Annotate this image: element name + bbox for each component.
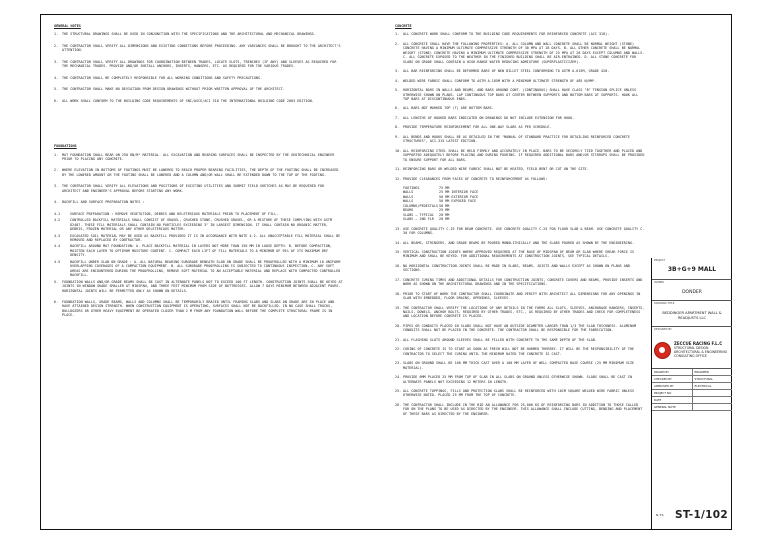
note-number: 4.3 bbox=[54, 233, 61, 238]
note-number: 15. bbox=[395, 249, 402, 254]
note-item bbox=[395, 79, 645, 83]
note-item bbox=[54, 168, 344, 177]
title-block-row bbox=[652, 404, 732, 411]
note-number: 12. bbox=[395, 176, 402, 181]
note-item bbox=[395, 69, 645, 73]
title-block-row bbox=[652, 376, 732, 383]
cover-element: WALLS bbox=[403, 190, 414, 195]
title-block-field: STRUCTURAL bbox=[694, 377, 713, 381]
title-block bbox=[651, 258, 732, 530]
title-block-field: DRAWN BY bbox=[652, 369, 693, 375]
cover-element: SLABS – TYPICAL bbox=[403, 212, 434, 217]
note-number: 1. bbox=[395, 32, 400, 37]
concrete-cover-table bbox=[395, 186, 645, 222]
sheet-id: ST-1/102 bbox=[675, 509, 728, 521]
note-item bbox=[54, 234, 344, 243]
note-text: ALL BENDS AND HOOKS SHALL BE AS DETAILED IN THE "MANUAL OF STANDARD PRACTICE FOR DETAILING REINFORCED CONCRETE STRUCTURES", ACI-315 LATEST EDITION. bbox=[403, 134, 630, 144]
note-item bbox=[54, 300, 344, 318]
cover-value: 25 MM INTERIOR FACE bbox=[439, 190, 479, 195]
note-text: ALL CONCRETE SHALL HAVE THE FOLLOWING PROPERTIES: A. ALL COLUMN AND WALL CONCRETE SHALL BE NORMAL WEIGHT (STONE) CONCRETE HAVING A MINIMUM ULTIMATE COMPRESSIVE STRENGTH OF 30 MPA AT 28 DAYS. B. ALL OTHER CONCRETE SHALL BE NORMAL WEIGHT (STONE) CONCRETE HAVING A MINIMUM ULTIMATE COMPRESSIVE STRENGTH OF 25 MPA AT 28 DAYS EXCEPT COLUMNS AND WALLS. C. ALL CONCRETE EXPOSED TO THE WEATHER IN THE FINISHED BUILDING SHALL BE AIR-ENTRAINED. D. ALL STONE CONCRETE FOR SLABS ON GRADE SHALL CONTAIN A HIGH-RANGE WATER REDUCING ADMIXTURE (SUPERPLASTICIZER). bbox=[403, 41, 645, 64]
note-number: 13. bbox=[395, 226, 402, 231]
note-item bbox=[395, 106, 645, 110]
note-text: SLABS ON GROUND SHALL BE 100 MM THICK CAST OVER A 100 MM LAYER OF WELL COMPACTED BASE COURSE (25 MM MINIMUM SIZE MATERIAL). bbox=[403, 361, 635, 370]
note-text: PRIOR TO START OF WORK THE CONTRACTOR SHALL COORDINATE AND VERIFY WITH ARCHITECT ALL DIMENSIONS FOR ANY OPENINGS IN SLAB WITH EMBEDDED, FLOOR DRAINS, OPENINGS, SLEEVES. bbox=[403, 291, 641, 301]
note-number: 3. bbox=[54, 184, 59, 189]
note-item bbox=[395, 177, 645, 181]
concrete-more-list bbox=[395, 227, 645, 417]
note-item bbox=[395, 250, 645, 259]
note-text: ALL BAR REINFORCING SHALL BE DEFORMED BARS OF NEW BILLET STEEL CONFORMING TO ASTM A-615M, GRADE 420. bbox=[403, 69, 610, 74]
title-block-row bbox=[652, 390, 732, 397]
note-item bbox=[395, 227, 645, 236]
note-number: 10. bbox=[395, 148, 402, 153]
note-number: 20. bbox=[395, 323, 402, 328]
note-number: 1. bbox=[54, 32, 59, 37]
note-item bbox=[54, 184, 344, 193]
note-text: ALL LENGTHS OF HOOKED BARS INDICATED ON DRAWINGS DO NOT INCLUDE EXTENSION FOR HOOK. bbox=[403, 115, 575, 120]
note-item bbox=[395, 338, 645, 342]
title-block-field bbox=[693, 404, 733, 410]
note-text: PIPES OR CONDUITS PLACED IN SLABS SHALL NOT HAVE AN OUTSIDE DIAMETER LARGER THAN 1/3 THE SLAB THICKNESS. ALUMINUM CONDUITS SHALL NOT BE PLACED IN THE CONCRETE. THE CONTRACTOR SHALL BE RESPONSIBLE FOR THE FABRICATION. bbox=[403, 323, 637, 333]
note-number: 17. bbox=[395, 277, 402, 282]
title-block-field: DATE bbox=[652, 397, 693, 403]
sheet-number-cell bbox=[652, 500, 732, 530]
general-notes-list bbox=[54, 32, 344, 103]
note-item bbox=[395, 32, 645, 36]
note-text: PROVIDE 6MM PLACED 25 MM FROM TOP OF SLAB IN ALL SLABS ON GROUND UNLESS OTHERWISE SHOWN. SLABS SHALL BE CAST IN ALTERNATE PANELS NOT EXCEEDING 12 METERS IN LENGTH. bbox=[403, 375, 633, 384]
note-item bbox=[395, 292, 645, 301]
foundations-list bbox=[54, 153, 344, 205]
note-number: 4. bbox=[54, 75, 59, 80]
owner-name: DONDER bbox=[682, 290, 702, 295]
cover-element: WALLS bbox=[403, 199, 414, 204]
note-item bbox=[54, 260, 344, 278]
note-text: THE CONTRACTOR SHALL VERIFY ALL DRAWINGS FOR COORDINATION BETWEEN TRADES, LOCATE SLOTS, TRENCHES (IF ANY) AND SLEEVES AS REQUIRED FOR THE MECHANICAL TRADES. PROVIDE AND/OR INSTALL ANCHORS, INSERTS, HANGERS, ETC. AS REQUIRED FOR THE VARIOUS TRADES. bbox=[62, 59, 337, 69]
note-number: 14. bbox=[395, 240, 402, 245]
note-number: 8. bbox=[395, 125, 400, 130]
note-text: BACKFILL AND SURFACE PREPARATION NOTES : bbox=[62, 200, 145, 205]
note-item bbox=[395, 149, 645, 162]
title-block-field: ELECTRICAL bbox=[694, 384, 712, 388]
note-number: 16. bbox=[395, 263, 402, 268]
title-block-row bbox=[652, 369, 732, 376]
note-item bbox=[395, 403, 645, 416]
note-item bbox=[54, 60, 344, 69]
note-item bbox=[54, 32, 344, 36]
note-item bbox=[395, 125, 645, 129]
note-text: ALL CONCRETE TOPPINGS, FILLS AND PROTECTION SLABS SHALL BE REINFORCED WITH 10CM SQUARE WELDED WIRE FABRIC UNLESS OTHERWISE NOTED. PLACED 25 MM FROM THE TOP OF CONCRETE. bbox=[403, 389, 635, 398]
firm-line: CONSULTING OFFICE bbox=[674, 354, 707, 359]
cover-element: SLABS – 2ND FLR bbox=[403, 217, 434, 222]
note-text: CONCRETE CURING TIMES AND ADDITIONAL DETAILS FOR CONSTRUCTION JOINTS, CONCRETE COVERS AND BEAMS, PROVIDE INSERTS AND WORK AS SHOWN ON THE ARCHITECTURAL DRAWINGS AND IN THE SPECIFICATIONS. bbox=[403, 277, 643, 287]
title-block-field: PROJECT NO bbox=[652, 390, 693, 396]
note-text: THE CONTRACTOR SHALL VERIFY ALL DIMENSIONS AND EXISTING CONDITIONS BEFORE PROCEEDING. ANY VARIANCES SHALL BE BROUGHT TO THE ARCHITECT'S ATTENTION. bbox=[62, 43, 341, 53]
note-text: THE CONTRACTOR SHALL VERIFY ALL ELEVATIONS AND POSITIONS OF EXISTING UTILITIES AND SUBMIT FIELD SKETCHES AS MAY BE REQUIRED FOR ARCHITECT AND ENGINEER'S APPROVAL BEFORE STARTING ANY WORK. bbox=[62, 184, 325, 193]
title-block-row bbox=[652, 397, 732, 404]
cover-value: 25 MM bbox=[439, 208, 450, 213]
note-item bbox=[395, 42, 645, 64]
cover-row bbox=[403, 217, 645, 221]
concrete-heading: CONCRETE bbox=[395, 24, 412, 28]
note-item bbox=[395, 361, 645, 370]
note-number: 18. bbox=[395, 291, 402, 296]
note-number: 19. bbox=[395, 305, 402, 310]
note-number: 21. bbox=[395, 337, 402, 342]
cover-element: WALLS bbox=[403, 194, 414, 199]
note-number: 7. bbox=[395, 115, 400, 120]
note-number: 22. bbox=[395, 347, 402, 352]
note-item bbox=[54, 280, 344, 293]
title-block-rows bbox=[652, 369, 732, 411]
note-text: WHERE ELEVATION IN BOTTOMS OF FOOTINGS MUST BE LOWERED TO REACH PROPER BEARING FACILITIES, THE DEPTH OF THE FOOTING SHALL BE INCREASED BY THE LOWERED AMOUNT OR THE FOOTING SHALL BE LOWERED AND A COLUMN AND/OR WALL SHALL BE EXTENDED DOWN TO THE TOP OF THE FOOTING. bbox=[62, 168, 339, 177]
cover-element: FOOTINGS bbox=[403, 185, 420, 190]
note-text: ALL REINFORCING STEEL SHALL BE HELD FIRMLY AND ACCURATELY IN PLACE. BARS TO BE SECURELY TIED TOGETHER AND PLACED AND SUPPORTED ADEQUATELY BEFORE PLACING AND DURING POURING. IF REQUIRED ADDITIONAL BARS AND/OR STIRRUPS SHALL BE PROVIDED TO ENSURE SUPPORT FOR ALL BARS. bbox=[403, 148, 645, 162]
note-number: 6. bbox=[54, 299, 59, 304]
note-number: 26. bbox=[395, 402, 402, 407]
note-number: 4.2 bbox=[54, 218, 61, 223]
note-text: PROVIDE TEMPERATURE REINFORCEMENT FOR ALL ONE-WAY SLABS AS PER SCHEDULE. bbox=[403, 125, 552, 130]
note-number: 4. bbox=[54, 200, 59, 205]
note-text: THE CONTRACTOR SHALL MAKE NO DEVIATION FROM DESIGN DRAWINGS WITHOUT PRIOR WRITTEN APPROVAL OF THE ARCHITECT. bbox=[62, 87, 285, 92]
note-item bbox=[395, 88, 645, 101]
note-item bbox=[54, 99, 344, 103]
project-cell bbox=[652, 258, 732, 280]
drawing-title: BEDDINGER APARTMENT WALL & READJUSTS LLC bbox=[662, 311, 722, 320]
note-item bbox=[54, 212, 344, 216]
title-block-field: ENGINEER bbox=[694, 370, 709, 374]
note-text: PROVIDE CLEARANCES FROM FACES OF CONCRETE TO REINFORCEMENT AS FOLLOWS: bbox=[403, 176, 548, 181]
concrete-list bbox=[395, 32, 645, 181]
title-block-field: APPROVED BY bbox=[652, 383, 693, 389]
note-item bbox=[54, 218, 344, 231]
title-block-field: CHECKED BY bbox=[652, 376, 693, 382]
note-text: CONTROLLED BACKFILL MATERIALS SHALL CONSIST OF GRAVEL, CRUSHED STONE, CRUSHED GRAVEL, OR A MIXTURE OF THESE COMPLYING WITH ASTM D2487. THESE FILL MATERIALS SHALL CONTAIN NO PARTICLES EXCEEDING 3" IN LARGEST DIMENSION. IT SHALL CONTAIN NO ORGANIC MATTER, DEBRIS, FROZEN MATERIAL OR ANY OTHER DELETERIOUS MATTER. bbox=[70, 218, 333, 232]
owner-cell bbox=[652, 280, 732, 301]
note-text: FOUNDATION WALLS AND/OR GRADE BEAMS SHALL BE CAST IN ALTERNATE PANELS NOT TO EXCEED 100 FT LENGTH. CONSTRUCTION JOINTS SHALL BE KEYED AT JOINTS IN WINDOW GRADE SMALLER AT MIDSPAN, AND THREE FEET MINIMUM FROM SIDE OF BUTTRESSES. ALLOW 7 DAYS MINIMUM BETWEEN ADJACENT POURS. HORIZONTAL JOINTS WILL BE PERMITTED ONLY AS SHOWN ON DETAILS. bbox=[62, 279, 343, 293]
firm-line: STRUCTURAL DESIGN bbox=[674, 345, 709, 350]
note-number: 5. bbox=[54, 87, 59, 92]
note-text: BACKFILL UNDER SLAB ON GRADE : A. ALL NATURAL BEARING SUBGRADE BENEATH SLAB ON GRADE SHALL BE PROOFROLLED WITH A MINIMUM 10 UNIFORM OVERLAPPING COVERAGES OF A COMPACTION EQUIPMENT. B. ALL SUBGRADE PROOFROLLING IS SUBJECTED TO CONTINUOUS INSPECTION. C. ANY SOFT AREAS ARE ENCOUNTERED DURING THE PROOFROLLING, REMOVE SOFT MATERIAL TO AN ACCEPTABLE MATERIAL AND REPLACE WITH COMPACTED CONTROLLED BACKFILL. bbox=[70, 259, 341, 278]
note-number: 25. bbox=[395, 389, 402, 394]
firm-cell bbox=[652, 327, 732, 369]
foundations-more-list bbox=[54, 280, 344, 318]
note-text: THE STRUCTURAL DRAWINGS SHALL BE USED IN CONJUNCTION WITH THE SPECIFICATIONS AND THE ARCHITECTURAL AND MECHANICAL DRAWINGS. bbox=[62, 32, 316, 37]
scale-label: N.T.S bbox=[656, 513, 664, 517]
cover-value: 50 MM bbox=[439, 203, 450, 208]
note-number: 6. bbox=[395, 106, 400, 111]
title-block-field bbox=[693, 390, 733, 396]
note-number: 23. bbox=[395, 361, 402, 366]
note-number: 9. bbox=[395, 134, 400, 139]
foundations-heading: FOUNDATIONS bbox=[54, 144, 77, 149]
note-item bbox=[395, 135, 645, 144]
note-text: USE CONCRETE QUALITY C-25 FOR BEAM CONCRETE. USE CONCRETE QUALITY C-25 FOR FLOOR SLAB & BEAM. USE CONCRETE QUALITY C-30 FOR COLUMNS. bbox=[403, 226, 645, 236]
note-number: 5. bbox=[395, 88, 400, 93]
note-text: REINFORCING BARS OR WELDED WIRE FABRIC SHALL NOT BE HEATED, FIELD BENT OR CUT ON THE SITE. bbox=[403, 167, 589, 172]
note-text: BACKFILL AROUND MAT FOUNDATION: A. PLACE BACKFILL MATERIAL IN LAYERS NOT MORE THAN 150 MM IN LOOSE DEPTH. B. BEFORE COMPACTION, MOISTEN EACH LAYER TO OPTIMUM MOISTURE CONTENT. C. COMPACT EACH LIFT OF FILL MATERIALS TO A MINIMUM OF 95% OF ITS MAXIMUM DRY DENSITY. bbox=[70, 244, 333, 258]
cover-value: 20 MM bbox=[439, 212, 450, 217]
firm-line: ARCHITECTURAL & ENGINEERING bbox=[674, 350, 728, 354]
cover-value: 75 MM bbox=[439, 185, 450, 190]
note-number: 2. bbox=[54, 168, 59, 173]
note-number: 4. bbox=[395, 78, 400, 83]
note-number: 3. bbox=[54, 59, 59, 64]
note-item bbox=[395, 278, 645, 287]
owner-label: OWNER bbox=[654, 281, 664, 284]
note-text: FOUNDATION WALLS, GRADE BEAMS, WALLS AND COLUMNS SHALL BE TEMPORARILY BRACED UNTIL FRAMING SLABS AND SLABS ON GRADE ARE IN PLACE AND HAVE ATTAINED DESIGN STRENGTH. WHEN CONSTRUCTION EQUIPMENT IS OPERATING, SURFACES SHALL NOT BE BACKFILLED. IN NO CASE SHALL TRUCKS, BULLDOZERS OR OTHER HEAVY EQUIPMENT BE OPERATED CLOSER THAN 2 M FROM ANY FOUNDATION WALL BEFORE THE COMPLETE STRUCTURAL FRAME IS IN PLACE. bbox=[62, 299, 335, 318]
note-item bbox=[395, 241, 645, 245]
note-item bbox=[395, 347, 645, 356]
drawing-title-label: DRAWING TITLE bbox=[654, 302, 675, 305]
note-text: SURFACE PREPARATION : REMOVE VEGETATION, DEBRIS AND DELETERIOUS MATERIALS PRIOR TO PLACEMENT OF FILL. bbox=[70, 211, 279, 216]
firm-logo-icon bbox=[654, 342, 671, 359]
note-number: 6. bbox=[54, 98, 59, 103]
cover-value: 50 MM EXPOSED FACE bbox=[439, 199, 477, 204]
note-number: 4.4 bbox=[54, 244, 61, 249]
note-text: NO HORIZONTAL CONSTRUCTION JOINTS SHALL BE MADE IN SLABS, BEAMS, JOISTS AND WALLS EXCEPT AS SHOWN ON PLANS AND SECTIONS. bbox=[403, 263, 630, 273]
note-number: 2. bbox=[54, 43, 59, 48]
note-item bbox=[54, 76, 344, 80]
note-text: ALL WORK SHALL CONFORM TO THE BUILDING CODE REQUIREMENTS OF SNI/ASCE/ACI 318 THE INTERNATIONAL BUILDING CODE 2003 EDITION. bbox=[62, 98, 314, 103]
cover-value: 20 MM bbox=[439, 217, 450, 222]
note-text: ALL BARS NOT MARKED TOP (T) ARE BOTTOM BARS. bbox=[403, 106, 494, 111]
note-text: ALL BEAMS, STRINGERS, AND GRADE BEAMS BE POURED MONOLITHICALLY AND THE SLABS POURED AS SHOWN BY THE ENGINEERING. bbox=[403, 240, 635, 245]
note-item bbox=[54, 44, 344, 53]
left-notes-column bbox=[54, 24, 344, 325]
note-item bbox=[54, 87, 344, 91]
note-text: EXCAVATED SOIL MATERIAL MAY BE USED AS BACKFILL PROVIDED IT IS IN ACCORDANCE WITH NOTE 4.2. ALL UNACCEPTABLE FILL MATERIAL SHALL BE REMOVED AND REPLACED BY CONTRACTOR. bbox=[70, 233, 341, 242]
cover-element: BEAMS bbox=[403, 208, 414, 213]
note-item bbox=[395, 306, 645, 319]
note-number: 3. bbox=[395, 69, 400, 74]
note-item bbox=[54, 244, 344, 257]
note-number: 1. bbox=[54, 152, 59, 157]
note-number: 4.5 bbox=[54, 259, 61, 264]
project-name: 3B+G+9 MALL bbox=[667, 266, 717, 273]
note-number: 24. bbox=[395, 375, 402, 380]
note-item bbox=[395, 324, 645, 333]
firm-name: ZECCUE RACING F.L.C bbox=[674, 340, 723, 346]
note-number: 11. bbox=[395, 167, 402, 172]
note-item bbox=[395, 167, 645, 171]
drawing-title-cell bbox=[652, 301, 732, 327]
concrete-notes-column bbox=[395, 24, 645, 421]
note-text: WELDED WIRE FABRIC SHALL CONFORM TO ASTM A-185M WITH A MINIMUM ULTIMATE STRENGTH OF 485 N/MM². bbox=[403, 78, 597, 83]
note-number: 4.1 bbox=[54, 211, 61, 216]
cover-element: COLUMNS/PEDESTALS bbox=[403, 203, 439, 208]
note-text: MAT FOUNDATION SHALL BEAR ON 250 KN/M² MATERIAL. ALL EXCAVATION AND BEARING SURFACES SHALL BE INSPECTED BY THE GEOTECHNICAL ENGINEER PRIOR TO PLACING ANY CONCRETE. bbox=[62, 152, 335, 161]
note-number: 5. bbox=[54, 279, 59, 284]
cover-value: 50 MM EXTERIOR FACE bbox=[439, 194, 479, 199]
title-block-field bbox=[693, 397, 733, 403]
firm-label: DESIGNED BY bbox=[654, 328, 672, 331]
note-item bbox=[395, 389, 645, 398]
note-text: ALL CONCRETE WORK SHALL CONFORM TO THE BUILDING CODE REQUIREMENTS FOR REINFORCED CONCRETE (ACI 318). bbox=[403, 32, 610, 37]
foundations-sub-list bbox=[54, 212, 344, 278]
note-item bbox=[395, 264, 645, 273]
note-text: ALL FLASHING SLOTS AROUND SLEEVES SHALL BE FILLED WITH CONCRETE TO THE SAME DEPTH OF THE SLAB. bbox=[403, 337, 597, 342]
note-text: CURING OF CONCRETE IS TO START AS SOON AS FRESH WILL NOT BE HARMED THEREBY. IT WILL BE THE RESPONSIBILITY OF THE CONTRACTOR TO SELECT THE CURING UNTIL THE MINIMUM RATED THE CONCRETE IS CAST. bbox=[403, 347, 635, 356]
title-block-row bbox=[652, 383, 732, 390]
note-text: THE CONTRACTOR SHALL INCLUDE IN THE BID AN ALLOWANCE FOR 25,000 KG OF REINFORCING BARS IN ADDITION TO THOSE CALLED FOR ON THE PLANS TO BE USED AS DIRECTED BY THE ENGINEER. THIS ALLOWANCE SHALL INCLUDE CUTTING, BENDING AND PLACEMENT OF THESE BARS AS DIRECTED BY THE ENGINEER. bbox=[403, 402, 643, 416]
note-number: 2. bbox=[395, 41, 400, 46]
general-notes-heading: GENERAL NOTES bbox=[54, 24, 81, 28]
note-item bbox=[54, 200, 344, 204]
note-item bbox=[395, 116, 645, 120]
project-label: PROJECT bbox=[654, 259, 666, 262]
title-block-field: GENERAL NOTE bbox=[652, 404, 693, 410]
note-item bbox=[54, 153, 344, 162]
note-text: THE CONTRACTOR SHALL BE COMPLETELY RESPONSIBLE FOR ALL WORKING CONDITIONS AND SAFETY PRECAUTIONS. bbox=[62, 75, 263, 80]
note-text: HORIZONTAL BARS IN WALLS AND BEAMS, AND BARS AROUND CONT. (CONTINUOUS) SHALL HAVE CLASS "B" TENSION SPLICE UNLESS OTHERWISE SHOWN ON PLANS. LAP CONTINUOUS TOP BARS AT CENTER BETWEEN SUPPORTS AND BOTTOM BARS AT SUPPORTS. HOOK ALL TOP BARS AT DISCONTINUOUS ENDS. bbox=[403, 88, 639, 101]
note-text: VERTICAL CONSTRUCTION JOINTS WHERE APPROVED REQUIRED AT THE BASE OF MIDSPAN OF BEAM OR SLAB WHERE SHEAR FORCE IS MINIMUM AND SHALL BE KEYED. FOR ADDITIONAL REQUIREMENTS AT CONSTRUCTION JOINTS, SEE TYPICAL DETAILS. bbox=[403, 249, 635, 259]
note-item bbox=[395, 375, 645, 384]
note-text: THE CONTRACTOR SHALL VERIFY THE LOCATIONS OF ANY DETAILS IN THE FORMS ALL SLOTS, SLEEVES, ANCHORAGE HANGERS, INSERTS, NAILS, DOWELS, ANCHOR BOLTS, REQUIRED BY OTHER TRADES, ETC., AS REQUIRED BY OTHER TRADES AND CHECK FOR COMPLETENESS AND LOCATION BEFORE CONCRETE IS PLACED. bbox=[403, 305, 645, 319]
